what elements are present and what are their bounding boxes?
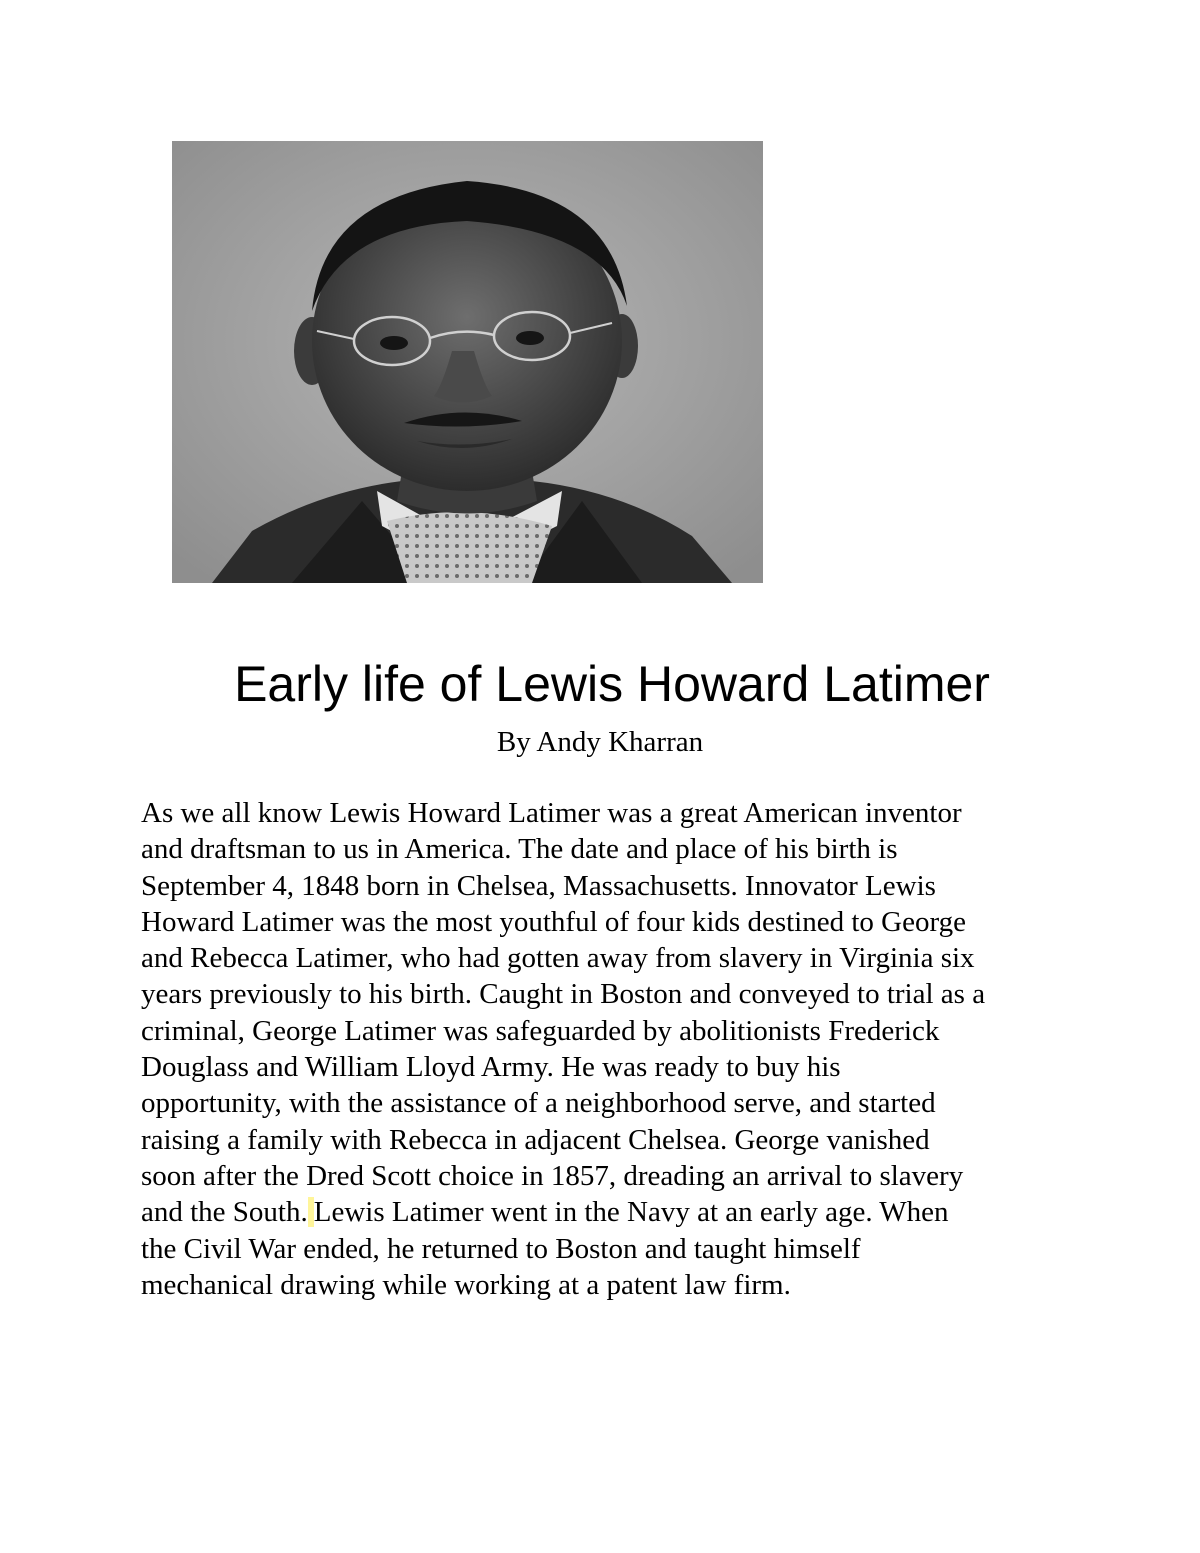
line-12-start: and the South. (141, 1196, 308, 1229)
title-part-2: Lewis Howard Latimer (495, 656, 990, 712)
body-line: mechanical drawing while working at a patent law firm. (141, 1268, 791, 1301)
body-line: years previously to his birth. Caught in Boston and conveyed to trial as a (141, 978, 986, 1011)
body-line: As we all know Lewis Howard Latimer was a great American inventor (141, 797, 962, 829)
line-12-end: Lewis Latimer went in the Navy at an early age. When (313, 1196, 949, 1229)
body-line: criminal, George Latimer was safeguarded by abolitionists Frederick (141, 1014, 940, 1047)
body-paragraph (141, 795, 1081, 1303)
document-title (0, 652, 1200, 716)
body-line: opportunity, with the assistance of a neighborhood serve, and started (141, 1087, 936, 1120)
author-byline: By Andy Kharran (496, 726, 704, 758)
body-line: September 4, 1848 born in Chelsea, Massachusetts. Innovator Lewis (141, 869, 936, 902)
title-part-1: Early life of (234, 656, 482, 712)
body-line: the Civil War ended, he returned to Boston and taught himself (141, 1232, 861, 1265)
portrait-photo (172, 141, 763, 583)
body-line: raising a family with Rebecca in adjacent Chelsea. George vanished (141, 1123, 930, 1156)
body-line: and Rebecca Latimer, who had gotten away from slavery in Virginia six (141, 942, 975, 975)
body-line-highlighted (141, 1194, 1081, 1230)
body-line: soon after the Dred Scott choice in 1857, dreading an arrival to slavery (141, 1159, 964, 1192)
body-line: Douglass and William Lloyd Army. He was ready to buy his (141, 1051, 841, 1084)
body-line: and draftsman to us in America. The date and place of his birth is (141, 833, 898, 866)
body-line: Howard Latimer was the most youthful of four kids destined to George (141, 905, 966, 938)
